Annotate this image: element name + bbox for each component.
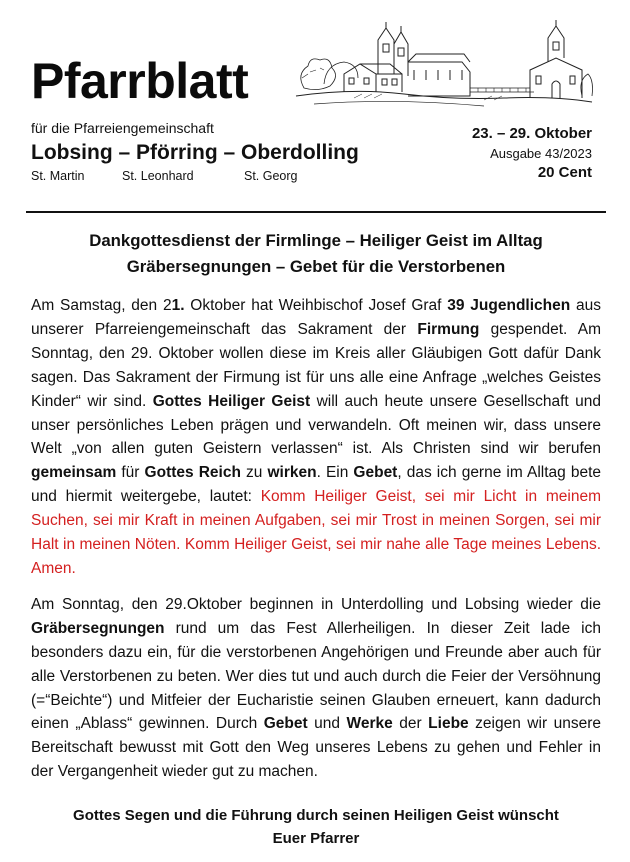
bold-run: wirken: [267, 464, 317, 482]
price: 20 Cent: [537, 164, 592, 181]
issue-number: Ausgabe 43/2023: [490, 146, 592, 161]
bold-run: Liebe: [428, 715, 469, 733]
article: [31, 228, 601, 850]
paragraph-graebersegnungen: [31, 593, 601, 784]
headline-line: Gräbersegnungen – Gebet für die Verstorbenen: [126, 257, 506, 276]
bold-run: Gräbersegnungen: [31, 619, 165, 637]
masthead: [0, 0, 630, 215]
text-run: Am Sonntag, den 29.Oktober beginnen in Unterdolling und Lobsing wieder die: [31, 595, 601, 613]
text-run: , das ich gerne im Alltag bete und hiermit weitergebe, lautet:: [31, 464, 602, 506]
headline-line: Dankgottesdienst der Firmlinge – Heiliger Geist im Alltag: [89, 231, 543, 250]
header-divider: [26, 211, 606, 213]
bold-run: 39 Jugendlichen: [447, 297, 571, 314]
text-run: zu: [240, 464, 268, 482]
closing-blessing: [31, 804, 601, 850]
bold-run: gemeinsam: [31, 464, 117, 482]
text-run: will auch heute unsere Gesellschaft und unser persönliches Leben prägen und verwandeln. Oft meinen wir, dass unsere Welt „von allen guten Geistern verlassen“ ist. Als Christen sind wir berufen: [31, 392, 601, 458]
text-run: der: [392, 715, 429, 733]
bold-run: Werke: [346, 715, 393, 733]
subtitle: für die Pfarreiengemeinschaft: [31, 120, 214, 136]
article-headline: [31, 228, 601, 280]
church-drawing-icon: [294, 18, 594, 110]
text-run: . Ein: [316, 464, 354, 482]
bold-run: Gebet: [353, 464, 398, 482]
text-run: aus unserer Pfarreiengemeinschaft das Sakrament der: [31, 297, 601, 338]
date-range: 23. – 29. Oktober: [471, 125, 592, 142]
prayer-text: Komm Heiliger Geist, sei mir Licht in meinem Suchen, sei mir Kraft in meinen Aufgaben, sei mir Trost in meinen Sorgen, sei mir Halt in meinen Nöten. Komm Heiliger Geist, sei mir nahe alle Tage meines Lebens. Amen.: [31, 488, 601, 577]
parish-names: Lobsing – Pförring – Oberdolling: [31, 141, 359, 164]
text-run: Oktober hat Weihbischof Josef Graf: [184, 297, 448, 314]
page-title: Pfarrblatt: [31, 53, 249, 109]
paragraph-firmung: [31, 294, 601, 581]
closing-line: Gottes Segen und die Führung durch seinen Heiligen Geist wünscht: [73, 807, 559, 825]
text-run: und: [307, 715, 347, 733]
text-run: Am Samstag, den 2: [31, 297, 172, 314]
saint-label: St. Leonhard: [122, 169, 194, 183]
text-run: für: [116, 464, 145, 482]
text-run: zeigen wir unsere Bereitschaft bewusst mit Gott den Weg unseres Lebens zu gehen und Fehler in der Vergangenheit wieder gut zu machen.: [31, 715, 601, 781]
issue-info: [472, 124, 592, 182]
signature: Euer Pfarrer: [272, 830, 360, 848]
bold-run: Firmung: [417, 320, 480, 338]
bold-run: Gottes Heiliger Geist: [152, 392, 311, 410]
text-run: rund um das Fest Allerheiligen. In dieser Zeit lade ich besonders dazu ein, für die verstorbenen Angehörigen und Freunde aber auch für alle Verstorbenen zu beten. Wer dies tut und auch durch die Feier der Versöhnung (=“Beichte“) und Mitfeier der Eucharistie seinen Glauben erneuert, kann dadurch einen „Ablass“ gewinnen. Durch: [31, 619, 601, 733]
bold-run: 1.: [171, 297, 185, 314]
bold-run: Gebet: [263, 715, 308, 733]
bold-run: Gottes Reich: [144, 464, 241, 482]
saint-label: St. Martin: [31, 169, 85, 183]
saint-label: St. Georg: [244, 169, 298, 183]
text-run: gespendet. Am Sonntag, den 29. Oktober wollen diese im Kreis aller Gläubigen Gott dafür Dank sagen. Das Sakrament der Firmung ist für uns alle eine Anfrage „welches Geistes Kinder“ wir sind.: [31, 320, 602, 410]
